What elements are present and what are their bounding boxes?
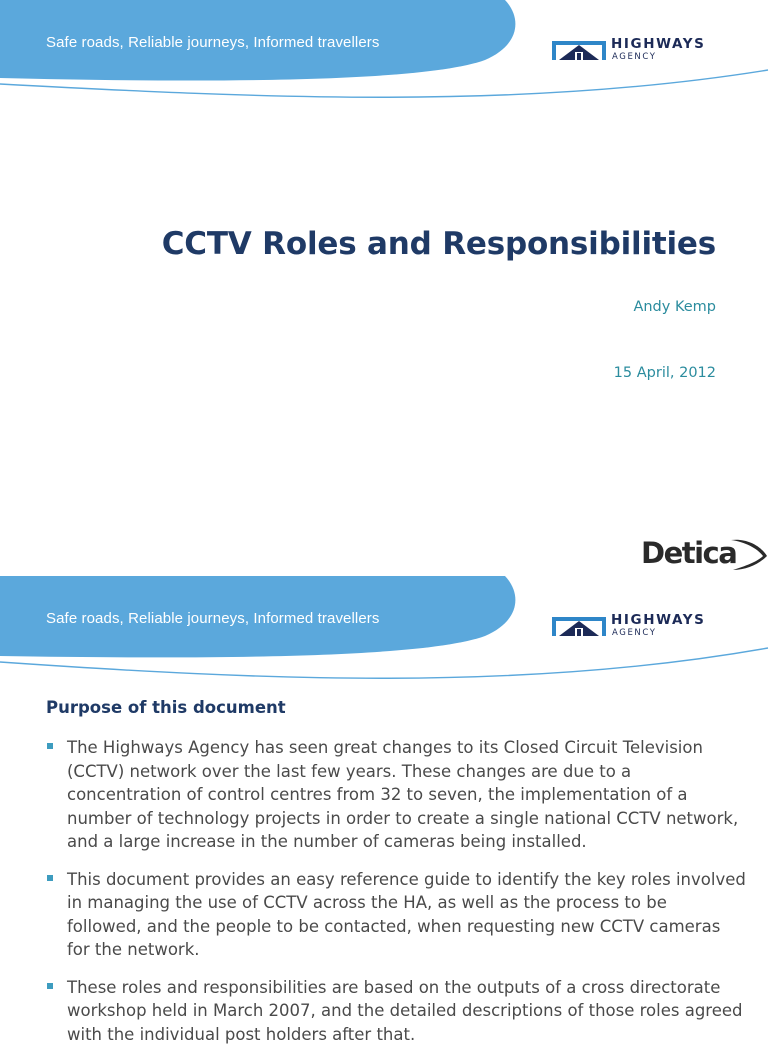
logo-subtitle: AGENCY bbox=[612, 52, 657, 62]
highways-bridge-logo-icon bbox=[552, 38, 606, 62]
square-bullet-icon bbox=[47, 875, 53, 881]
document-date: 15 April, 2012 bbox=[613, 365, 716, 381]
list-item bbox=[46, 976, 746, 1047]
tagline: Safe roads, Reliable journeys, Informed travellers bbox=[46, 34, 380, 51]
content-slide bbox=[0, 576, 768, 1044]
highways-agency-logo bbox=[552, 36, 722, 64]
section-heading: Purpose of this document bbox=[46, 698, 286, 717]
detica-swoosh-icon bbox=[729, 534, 769, 574]
author-name: Andy Kemp bbox=[633, 299, 716, 315]
list-item bbox=[46, 736, 746, 854]
tagline: Safe roads, Reliable journeys, Informed travellers bbox=[46, 610, 380, 627]
logo-wordmark: HIGHWAYS bbox=[611, 36, 706, 52]
bullet-text: These roles and responsibilities are based on the outputs of a cross directorate workshop held in March 2007, and the detailed descriptions of those roles agreed with the individual post holders after that. bbox=[67, 977, 743, 1044]
highways-agency-logo bbox=[552, 612, 722, 640]
detica-logo bbox=[641, 534, 768, 576]
square-bullet-icon bbox=[47, 983, 53, 989]
header-banner bbox=[0, 0, 768, 120]
logo-subtitle: AGENCY bbox=[612, 628, 657, 638]
bullet-text: This document provides an easy reference guide to identify the key roles involved in managing the use of CCTV across the HA, as well as the process to be followed, and the people to be contacted, when requesting new CCTV cameras for the network. bbox=[67, 869, 746, 959]
bullet-list bbox=[46, 736, 746, 1060]
list-item bbox=[46, 868, 746, 962]
document-title: CCTV Roles and Responsibilities bbox=[161, 226, 716, 262]
bullet-text: The Highways Agency has seen great changes to its Closed Circuit Television (CCTV) network over the last few years. These changes are due to a concentration of control centres from 32 to seven, the implementation of a number of technology projects in order to create a single national CCTV network, and a large increase in the number of cameras being installed. bbox=[67, 738, 739, 851]
highways-bridge-logo-icon bbox=[552, 614, 606, 638]
header-banner bbox=[0, 576, 768, 696]
square-bullet-icon bbox=[47, 743, 53, 749]
detica-wordmark: Detica bbox=[641, 536, 737, 570]
logo-wordmark: HIGHWAYS bbox=[611, 612, 706, 628]
